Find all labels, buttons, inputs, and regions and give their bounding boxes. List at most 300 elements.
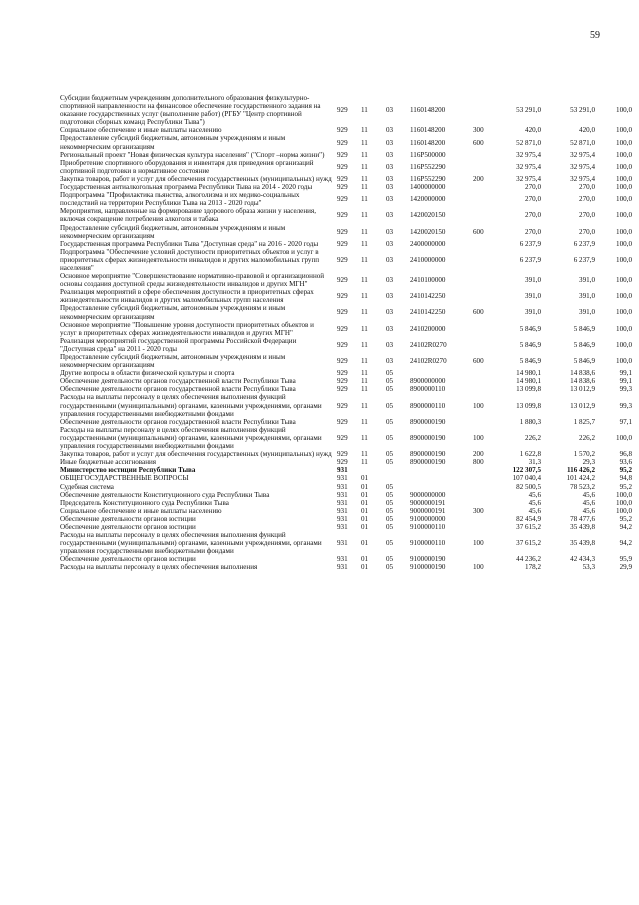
row-section-code: 01 — [361, 498, 369, 507]
table-row — [59, 458, 633, 466]
row-target-article: 9100000110 — [410, 522, 446, 531]
row-ministry-code: 929 — [337, 255, 348, 264]
row-actual-amount: 45,6 — [582, 498, 595, 507]
row-section-code: 11 — [361, 292, 368, 301]
row-description: Предоставление субсидий бюджетным, автономным учреждениям и иным некоммерческим организациям — [60, 134, 286, 151]
page-number: 59 — [590, 30, 600, 41]
row-subsection-code: 03 — [386, 162, 394, 171]
row-target-article: 2410100000 — [410, 276, 446, 285]
row-section-code — [360, 466, 385, 474]
row-description: Предоставление субсидий бюджетным, автономным учреждениям и иным некоммерческим организациям — [60, 223, 286, 240]
row-planned-amount: 53 291,0 — [516, 106, 541, 115]
row-description: Председатель Конституционного суда Республики Тыва — [60, 498, 229, 507]
row-execution-percent: 94,2 — [619, 522, 632, 531]
row-actual-amount: 391,0 — [579, 308, 595, 317]
table-row — [59, 369, 633, 377]
row-target-article: 1160148200 — [410, 126, 446, 135]
row-expense-type — [472, 466, 494, 474]
row-expense-type — [472, 491, 494, 499]
table-row — [59, 507, 633, 515]
row-section-code: 01 — [361, 563, 369, 572]
row-section-code: 11 — [361, 162, 368, 171]
table-row — [59, 240, 633, 248]
row-subsection-code: 03 — [386, 276, 394, 285]
row-subsection-code: 05 — [386, 563, 394, 572]
row-planned-amount: 14 980,1 — [516, 369, 541, 378]
row-target-article: 2410200000 — [410, 324, 446, 333]
row-expense-type — [472, 248, 494, 272]
row-section-code: 11 — [361, 150, 368, 159]
row-actual-amount: 78 523,2 — [570, 482, 595, 491]
table-row — [59, 207, 633, 223]
row-ministry-code: 931 — [337, 555, 348, 564]
row-description: Обеспечение деятельности органов государственной власти Республики Тыва — [60, 377, 296, 386]
row-target-article: 9100000110 — [410, 539, 446, 548]
row-planned-amount: 45,6 — [528, 506, 541, 515]
row-planned-amount: 32 975,4 — [516, 174, 541, 183]
row-section-code: 01 — [361, 514, 369, 523]
row-ministry-code: 929 — [337, 458, 348, 467]
row-section-code: 11 — [361, 211, 368, 220]
row-target-article: 9100000190 — [410, 563, 446, 572]
row-ministry-code: 929 — [337, 385, 348, 394]
table-row — [59, 466, 633, 474]
row-subsection-code: 03 — [386, 174, 394, 183]
row-planned-amount: 82 454,9 — [516, 514, 541, 523]
row-planned-amount: 5 846,9 — [519, 324, 541, 333]
row-execution-percent: 100,0 — [616, 239, 632, 248]
row-actual-amount: 13 012,9 — [570, 385, 595, 394]
row-subsection-code: 05 — [386, 539, 394, 548]
row-subsection-code: 03 — [386, 138, 394, 147]
row-execution-percent: 99,1 — [619, 369, 632, 378]
row-description: Приобретение спортивного оборудования и инвентаря для приведения организаций спортивной подготовки в нормативное состояние — [60, 158, 314, 175]
row-execution-percent: 100,0 — [616, 174, 632, 183]
row-execution-percent: 97,1 — [619, 417, 632, 426]
row-description: Подпрограмма "Профилактика пьянства, алкоголизма и их медико-социальных последствий на территории Республики Тыва на 2013 - 2020 годы" — [60, 191, 300, 208]
row-expense-type — [472, 94, 494, 126]
row-section-code: 11 — [361, 106, 368, 115]
row-subsection-code: 03 — [386, 340, 394, 349]
table-row — [59, 418, 633, 426]
row-section-code: 01 — [361, 539, 369, 548]
table-row — [59, 183, 633, 191]
row-section-code: 11 — [361, 458, 368, 467]
row-ministry-code: 929 — [337, 401, 348, 410]
table-row — [59, 272, 633, 288]
row-planned-amount: 45,6 — [528, 498, 541, 507]
row-expense-type — [472, 377, 494, 385]
row-subsection-code: 05 — [386, 506, 394, 515]
row-planned-amount: 420,0 — [525, 126, 541, 135]
row-ministry-code: 929 — [337, 162, 348, 171]
row-execution-percent: 99,3 — [619, 401, 632, 410]
row-subsection-code: 05 — [386, 450, 394, 459]
table-row — [59, 224, 633, 240]
row-actual-amount: 420,0 — [579, 126, 595, 135]
table-row — [59, 523, 633, 531]
row-subsection-code: 05 — [386, 514, 394, 523]
row-ministry-code: 929 — [337, 292, 348, 301]
row-execution-percent: 100,0 — [616, 490, 632, 499]
row-section-code: 11 — [361, 126, 368, 135]
table-row — [59, 321, 633, 337]
row-subsection-code: 05 — [386, 433, 394, 442]
row-ministry-code: 929 — [337, 126, 348, 135]
row-description: Другие вопросы в области физической культуры и спорта — [60, 369, 235, 378]
row-execution-percent: 95,2 — [619, 514, 632, 523]
row-execution-percent: 100,0 — [616, 433, 632, 442]
row-expense-type — [472, 474, 494, 482]
row-execution-percent: 100,0 — [616, 183, 632, 192]
row-section-code: 01 — [361, 555, 369, 564]
row-planned-amount: 6 237,9 — [519, 255, 541, 264]
row-actual-amount: 391,0 — [579, 292, 595, 301]
table-row — [59, 288, 633, 304]
row-ministry-code: 931 — [337, 539, 348, 548]
row-description: Расходы на выплаты персоналу в целях обеспечения выполнения функций государственными (муниципальными) органами, казенными учреждениями, органами управления государственными внебюджетными фондами — [60, 531, 322, 556]
row-actual-amount: 391,0 — [579, 276, 595, 285]
row-section-code: 11 — [361, 239, 368, 248]
row-description: Государственная антиалкогольная программа Республики Тыва на 2014 - 2020 годы — [60, 183, 313, 192]
row-section-code: 11 — [361, 324, 368, 333]
row-section-code: 01 — [361, 506, 369, 515]
row-planned-amount: 44 236,2 — [516, 555, 541, 564]
row-actual-amount: 42 434,3 — [570, 555, 595, 564]
row-ministry-code: 929 — [337, 450, 348, 459]
row-target-article: 2410142250 — [410, 308, 446, 317]
row-expense-type — [472, 240, 494, 248]
row-target-article: 24102R0270 — [410, 357, 447, 366]
row-description: Региональный проект "Новая физическая культура населения" ("Спорт –норма жизни") — [60, 150, 325, 159]
row-target-article: 8900000190 — [410, 458, 446, 467]
row-execution-percent: 94,8 — [619, 474, 632, 483]
row-expense-type — [472, 483, 494, 491]
row-expense-type — [472, 288, 494, 304]
row-section-code: 11 — [361, 357, 368, 366]
row-section-code: 11 — [361, 401, 368, 410]
row-subsection-code: 03 — [386, 239, 394, 248]
row-ministry-code: 931 — [337, 490, 348, 499]
row-section-code: 01 — [361, 482, 369, 491]
row-actual-amount: 29,3 — [582, 458, 595, 467]
row-execution-percent: 95,2 — [619, 466, 632, 475]
row-execution-percent: 100,0 — [616, 308, 632, 317]
row-description: ОБЩЕГОСУДАРСТВЕННЫЕ ВОПРОСЫ — [60, 474, 189, 483]
row-subsection-code: 05 — [386, 369, 394, 378]
row-description: Закупка товаров, работ и услуг для обеспечения государственных (муниципальных) нужд — [60, 450, 332, 459]
row-execution-percent: 100,0 — [616, 126, 632, 135]
row-section-code: 11 — [361, 340, 368, 349]
row-actual-amount: 1 570,2 — [573, 450, 595, 459]
row-execution-percent: 100,0 — [616, 138, 632, 147]
row-target-article: 9000000191 — [410, 506, 446, 515]
row-expense-type — [472, 555, 494, 563]
row-actual-amount: 53 291,0 — [570, 106, 595, 115]
row-expense-type — [472, 515, 494, 523]
row-target-article: 1420020150 — [410, 211, 446, 220]
row-expense-type — [472, 369, 494, 377]
row-section-code: 11 — [361, 308, 368, 317]
table-row — [59, 248, 633, 272]
row-target-article: 8900000110 — [410, 385, 446, 394]
row-target-article — [409, 466, 472, 474]
row-subsection-code: 03 — [386, 292, 394, 301]
row-actual-amount: 116 426,2 — [567, 466, 595, 475]
row-actual-amount: 270,0 — [579, 227, 595, 236]
row-section-code: 11 — [361, 276, 368, 285]
row-description: Реализация мероприятий в сфере обеспечения доступности в приоритетных сферах жизнедеятельности инвалидов и других маломобильных групп населения — [60, 288, 314, 305]
row-description: Обеспечение деятельности органов юстиции — [60, 514, 196, 523]
row-planned-amount: 52 871,0 — [516, 138, 541, 147]
row-actual-amount: 5 846,9 — [573, 340, 595, 349]
row-expense-type: 800 — [473, 458, 484, 467]
row-execution-percent: 95,2 — [619, 482, 632, 491]
row-subsection-code: 03 — [386, 211, 394, 220]
row-target-article — [409, 474, 472, 482]
row-expense-type — [472, 207, 494, 223]
table-row — [59, 474, 633, 482]
row-section-code: 11 — [361, 183, 368, 192]
row-description: Основное мероприятие "Совершенствование нормативно-правовой и организационной основы создания доступной среды жизнедеятельности инвалидов и других МГН" — [60, 272, 325, 289]
row-ministry-code: 929 — [337, 369, 348, 378]
row-actual-amount: 270,0 — [579, 183, 595, 192]
row-planned-amount: 32 975,4 — [516, 150, 541, 159]
row-expense-type: 200 — [473, 174, 484, 183]
row-target-article: 8900000190 — [410, 450, 446, 459]
row-execution-percent: 99,1 — [619, 377, 632, 386]
row-expense-type — [472, 337, 494, 353]
row-ministry-code: 931 — [337, 563, 348, 572]
table-row — [59, 531, 633, 555]
row-execution-percent: 100,0 — [616, 195, 632, 204]
row-expense-type: 100 — [473, 433, 484, 442]
table-row — [59, 126, 633, 134]
row-description: Мероприятия, направленные на формирование здорового образа жизни у населения, включая сокращение потребления алкоголя и табака — [60, 207, 316, 224]
row-target-article: 1160148200 — [410, 138, 446, 147]
row-description: Закупка товаров, работ и услуг для обеспечения государственных (муниципальных) нужд — [60, 174, 332, 183]
row-execution-percent: 100,0 — [616, 292, 632, 301]
row-execution-percent: 100,0 — [616, 227, 632, 236]
row-actual-amount: 270,0 — [579, 195, 595, 204]
row-planned-amount: 13 099,8 — [516, 385, 541, 394]
row-subsection-code: 05 — [386, 417, 394, 426]
row-expense-type: 600 — [473, 357, 484, 366]
row-subsection-code: 05 — [386, 490, 394, 499]
row-description: Предоставление субсидий бюджетным, автономным учреждениям и иным некоммерческим организациям — [60, 353, 286, 370]
row-subsection-code: 03 — [386, 195, 394, 204]
row-target-article: 116P552290 — [410, 174, 446, 183]
row-execution-percent: 100,0 — [616, 162, 632, 171]
row-planned-amount: 391,0 — [525, 276, 541, 285]
row-target-article: 8900000000 — [410, 377, 446, 386]
row-description: Расходы на выплаты персоналу в целях обеспечения выполнения — [60, 563, 258, 572]
row-description: Иные бюджетные ассигнования — [60, 458, 157, 467]
row-planned-amount: 5 846,9 — [519, 340, 541, 349]
row-description: Государственная программа Республики Тыва "Доступная среда" на 2016 - 2020 годы — [60, 239, 319, 248]
row-section-code: 11 — [361, 227, 368, 236]
row-actual-amount: 53,3 — [582, 563, 595, 572]
row-section-code: 11 — [361, 195, 368, 204]
row-execution-percent: 29,9 — [619, 563, 632, 572]
row-description: Обеспечение деятельности органов юстиции — [60, 555, 196, 564]
row-subsection-code: 05 — [386, 377, 394, 386]
row-execution-percent: 100,0 — [616, 506, 632, 515]
row-target-article: 9100000190 — [410, 555, 446, 564]
row-section-code: 01 — [361, 490, 369, 499]
row-expense-type: 600 — [473, 308, 484, 317]
row-subsection-code: 03 — [386, 227, 394, 236]
row-target-article: 8900000110 — [410, 401, 446, 410]
row-target-article: 1420000000 — [410, 195, 446, 204]
row-description: Обеспечение деятельности Конституционного суда Республики Тыва — [60, 490, 270, 499]
row-planned-amount: 37 615,2 — [516, 539, 541, 548]
row-subsection-code: 03 — [386, 357, 394, 366]
row-actual-amount: 6 237,9 — [573, 239, 595, 248]
row-target-article: 1400000000 — [410, 183, 446, 192]
row-section-code: 01 — [361, 522, 369, 531]
row-actual-amount: 1 825,7 — [573, 417, 595, 426]
row-execution-percent: 93,6 — [619, 458, 632, 467]
row-planned-amount: 391,0 — [525, 292, 541, 301]
table-row — [59, 304, 633, 320]
row-planned-amount: 270,0 — [525, 211, 541, 220]
row-ministry-code: 929 — [337, 324, 348, 333]
row-planned-amount: 31,3 — [528, 458, 541, 467]
row-section-code: 11 — [361, 385, 368, 394]
row-ministry-code: 929 — [337, 150, 348, 159]
row-section-code: 11 — [361, 138, 368, 147]
row-target-article: 2410142250 — [410, 292, 446, 301]
row-expense-type: 100 — [473, 563, 484, 572]
row-execution-percent: 100,0 — [616, 276, 632, 285]
row-ministry-code: 929 — [337, 340, 348, 349]
row-ministry-code: 929 — [337, 227, 348, 236]
row-expense-type: 100 — [473, 539, 484, 548]
table-row — [59, 337, 633, 353]
row-subsection-code: 05 — [386, 458, 394, 467]
row-ministry-code: 931 — [337, 522, 348, 531]
row-planned-amount: 1 622,8 — [519, 450, 541, 459]
row-description: Обеспечение деятельности органов государственной власти Республики Тыва — [60, 385, 296, 394]
row-execution-percent: 100,0 — [616, 357, 632, 366]
row-subsection-code: 03 — [386, 126, 394, 135]
table-row — [59, 491, 633, 499]
row-execution-percent: 100,0 — [616, 255, 632, 264]
row-subsection-code: 03 — [386, 183, 394, 192]
table-row — [59, 563, 633, 571]
table-row — [59, 353, 633, 369]
row-actual-amount: 35 439,8 — [570, 522, 595, 531]
row-planned-amount: 1 880,3 — [519, 417, 541, 426]
row-execution-percent: 95,9 — [619, 555, 632, 564]
row-planned-amount: 6 237,9 — [519, 239, 541, 248]
row-description: Социальное обеспечение и иные выплаты населению — [60, 126, 222, 135]
table-row — [59, 377, 633, 385]
row-expense-type — [472, 321, 494, 337]
table-row — [59, 159, 633, 175]
row-section-code: 11 — [361, 174, 368, 183]
table-row — [59, 450, 633, 458]
row-description: Обеспечение деятельности органов государственной власти Республики Тыва — [60, 417, 296, 426]
row-planned-amount: 45,6 — [528, 490, 541, 499]
row-execution-percent: 100,0 — [616, 211, 632, 220]
row-section-code: 11 — [361, 433, 368, 442]
row-planned-amount: 13 099,8 — [516, 401, 541, 410]
row-planned-amount: 391,0 — [525, 308, 541, 317]
row-ministry-code: 929 — [337, 106, 348, 115]
row-actual-amount: 32 975,4 — [570, 174, 595, 183]
row-subsection-code: 05 — [386, 401, 394, 410]
row-section-code: 11 — [361, 450, 368, 459]
row-target-article — [409, 483, 472, 491]
row-expense-type — [472, 191, 494, 207]
row-ministry-code: 929 — [337, 417, 348, 426]
budget-table — [59, 94, 633, 572]
row-actual-amount: 14 838,6 — [570, 369, 595, 378]
row-description: Министерство юстиции Республики Тыва — [60, 466, 196, 475]
row-planned-amount: 37 615,2 — [516, 522, 541, 531]
row-expense-type — [472, 523, 494, 531]
row-description: Расходы на выплаты персоналу в целях обеспечения выполнения функций государственными (муниципальными) органами, казенными учреждениями, органами управления государственными внебюджетными фондами — [60, 425, 322, 451]
row-subsection-code — [385, 466, 409, 474]
row-planned-amount: 122 307,5 — [512, 466, 541, 475]
row-subsection-code: 05 — [386, 482, 394, 491]
table-row — [59, 385, 633, 393]
row-description: Реализация мероприятий государственной программы Российской Федерации "Доступная среда" на 2011 - 2020 годы — [60, 336, 297, 353]
row-ministry-code: 931 — [337, 498, 348, 507]
row-subsection-code: 03 — [386, 308, 394, 317]
row-planned-amount: 270,0 — [525, 183, 541, 192]
row-planned-amount: 14 980,1 — [516, 377, 541, 386]
row-target-article: 9000000191 — [410, 498, 446, 507]
row-expense-type — [472, 159, 494, 175]
row-description: Судебная система — [60, 482, 114, 491]
row-planned-amount: 226,2 — [525, 433, 541, 442]
row-section-code: 01 — [361, 474, 369, 483]
table-row — [59, 151, 633, 159]
row-actual-amount: 6 237,9 — [573, 255, 595, 264]
row-expense-type: 100 — [473, 401, 484, 410]
row-actual-amount: 5 846,9 — [573, 324, 595, 333]
row-expense-type: 600 — [473, 138, 484, 147]
row-execution-percent: 96,8 — [619, 450, 632, 459]
row-actual-amount: 35 439,8 — [570, 539, 595, 548]
row-expense-type — [472, 418, 494, 426]
table-row — [59, 483, 633, 491]
row-ministry-code: 929 — [337, 357, 348, 366]
row-description: Обеспечение деятельности органов юстиции — [60, 522, 196, 531]
row-actual-amount: 78 477,6 — [570, 514, 595, 523]
row-execution-percent: 100,0 — [616, 150, 632, 159]
row-execution-percent: 100,0 — [616, 324, 632, 333]
row-expense-type: 200 — [473, 450, 484, 459]
table-row — [59, 515, 633, 523]
row-section-code: 11 — [361, 255, 368, 264]
row-subsection-code: 03 — [386, 106, 394, 115]
row-target-article: 1420020150 — [410, 227, 446, 236]
row-target-article: 9100000000 — [410, 514, 446, 523]
row-description: Расходы на выплаты персоналу в целях обеспечения выполнения функций государственными (муниципальными) органами, казенными учреждениями, органами управления государственными внебюджетными фондами — [60, 393, 322, 418]
table-row — [59, 426, 633, 450]
row-ministry-code: 929 — [337, 195, 348, 204]
row-subsection-code: 03 — [386, 324, 394, 333]
row-ministry-code: 931 — [337, 514, 348, 523]
row-actual-amount: 13 012,9 — [570, 401, 595, 410]
row-expense-type: 300 — [473, 506, 484, 515]
row-expense-type — [472, 151, 494, 159]
row-target-article: 2400000000 — [410, 239, 446, 248]
